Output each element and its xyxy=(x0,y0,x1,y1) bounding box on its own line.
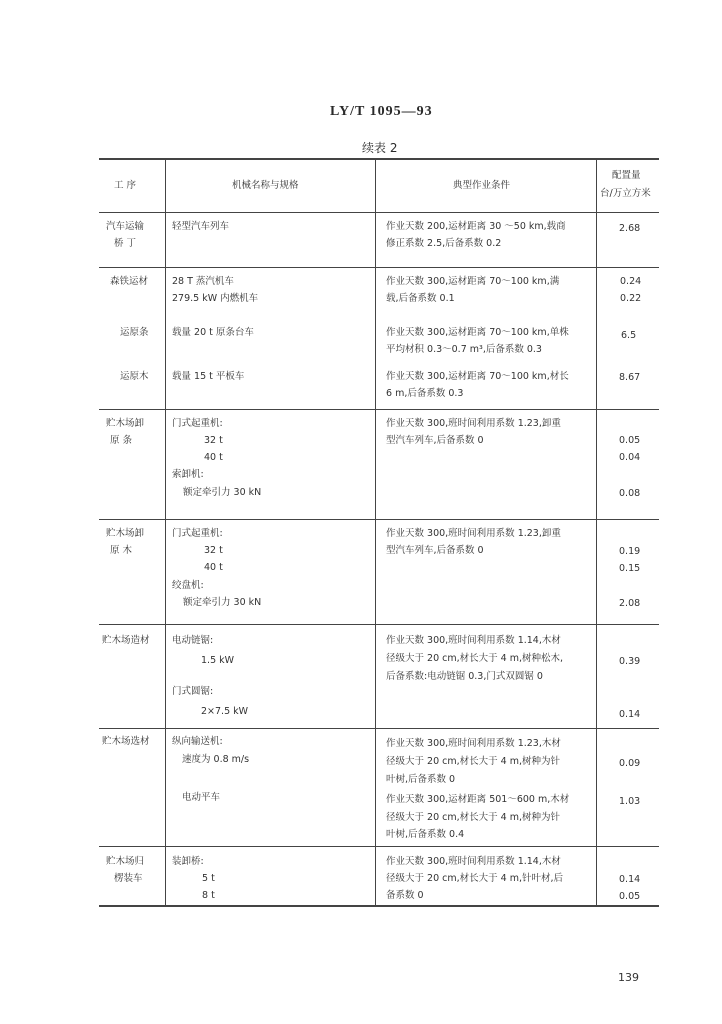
process-cell: 贮木场选材 xyxy=(102,736,150,747)
machine-cell: 纵向输送机: xyxy=(172,736,223,747)
conditions-cell: 作业天数 300,运材距离 70～100 km,满 xyxy=(386,276,560,287)
machine-cell: 8 t xyxy=(202,890,215,901)
machine-cell: 2×7.5 kW xyxy=(201,706,249,717)
machine-cell: 32 t xyxy=(204,435,223,446)
conditions-cell: 叶树,后备系数 0.4 xyxy=(386,829,465,840)
row-divider xyxy=(99,409,659,410)
machine-cell: 40 t xyxy=(204,562,223,573)
row-divider xyxy=(99,846,659,847)
ratio-value: 0.19 xyxy=(619,546,641,557)
process-cell: 贮木场造材 xyxy=(102,635,150,646)
table-bottom-rule xyxy=(99,905,659,907)
machine-cell: 装卸桥: xyxy=(172,856,204,867)
conditions-cell: 作业天数 300,运材距离 501～600 m,木材 xyxy=(386,794,570,805)
machine-cell: 载量 15 t 平板车 xyxy=(172,371,245,382)
header-bottom-rule xyxy=(99,212,659,213)
process-cell: 汽车运输 xyxy=(106,221,145,232)
machine-cell: 32 t xyxy=(204,545,223,556)
ratio-value: 0.24 xyxy=(620,276,642,287)
machine-cell: 额定牵引力 30 kN xyxy=(183,597,262,608)
conditions-cell: 作业天数 300,班时间利用系数 1.23,木材 xyxy=(386,738,561,749)
process-cell: 运原木 xyxy=(120,371,149,382)
conditions-cell: 型汽车列车,后备系数 0 xyxy=(386,545,484,556)
conditions-cell: 作业天数 300,班时间利用系数 1.23,卸重 xyxy=(386,528,561,539)
row-divider xyxy=(99,267,659,268)
ratio-value: 0.05 xyxy=(619,435,641,446)
conditions-cell: 作业天数 200,运材距离 30 ～50 km,载商 xyxy=(386,221,566,232)
ratio-value: 0.05 xyxy=(619,891,641,902)
column-header-ratio-unit: 台/万立方米 xyxy=(600,188,651,199)
conditions-cell: 叶树,后备系数 0 xyxy=(386,774,456,785)
row-divider xyxy=(99,519,659,520)
column-header-machine: 机械名称与规格 xyxy=(232,180,299,191)
standard-code: LY/T 1095—93 xyxy=(330,104,433,119)
machine-cell: 速度为 0.8 m/s xyxy=(182,754,250,765)
ratio-value: 6.5 xyxy=(621,330,637,341)
conditions-cell: 作业天数 300,运材距离 70～100 km,材长 xyxy=(386,371,569,382)
process-cell: 运原条 xyxy=(120,327,149,338)
column-header-ratio: 配置量 xyxy=(612,170,641,181)
ratio-value: 0.22 xyxy=(620,293,642,304)
machine-cell: 279.5 kW 内燃机车 xyxy=(172,293,259,304)
ratio-value: 0.09 xyxy=(619,758,641,769)
conditions-cell: 作业天数 300,班时间利用系数 1.14,木材 xyxy=(386,856,561,867)
conditions-cell: 径级大于 20 cm,材长大于 4 m,针叶材,后 xyxy=(386,873,564,884)
column-divider xyxy=(165,158,166,906)
machine-cell: 5 t xyxy=(202,873,215,884)
machine-cell: 28 T 蒸汽机车 xyxy=(172,276,234,287)
ratio-value: 1.03 xyxy=(619,796,641,807)
process-cell: 原 条 xyxy=(110,435,133,446)
ratio-value: 0.14 xyxy=(619,874,641,885)
conditions-cell: 后备系数:电动链锯 0.3,门式双圆锯 0 xyxy=(386,671,543,682)
ratio-value: 0.14 xyxy=(619,709,641,720)
ratio-value: 2.08 xyxy=(619,598,641,609)
machine-cell: 额定牵引力 30 kN xyxy=(183,487,262,498)
conditions-cell: 作业天数 300,班时间利用系数 1.23,卸重 xyxy=(386,418,561,429)
conditions-cell: 载,后备系数 0.1 xyxy=(386,293,455,304)
conditions-cell: 径级大于 20 cm,材长大于 4 m,树种为针 xyxy=(386,812,560,823)
machine-cell: 载量 20 t 原条台车 xyxy=(172,327,254,338)
conditions-cell: 修正系数 2.5,后备系数 0.2 xyxy=(386,238,502,249)
machine-cell: 电动平车 xyxy=(182,792,221,803)
row-divider xyxy=(99,624,659,625)
conditions-cell: 备系数 0 xyxy=(386,890,424,901)
ratio-value: 0.39 xyxy=(619,656,641,667)
machine-cell: 40 t xyxy=(204,452,223,463)
machine-cell: 绞盘机: xyxy=(172,580,204,591)
machine-cell: 1.5 kW xyxy=(201,655,235,666)
table-caption: 续表 2 xyxy=(362,141,398,155)
process-cell: 桥 丁 xyxy=(114,238,137,249)
ratio-value: 8.67 xyxy=(619,372,641,383)
machine-cell: 门式起重机: xyxy=(172,528,223,539)
machine-cell: 门式起重机: xyxy=(172,418,223,429)
column-divider xyxy=(596,158,597,906)
column-header-conditions: 典型作业条件 xyxy=(453,180,511,191)
conditions-cell: 型汽车列车,后备系数 0 xyxy=(386,435,484,446)
machine-cell: 轻型汽车列车 xyxy=(172,221,230,232)
process-cell: 楞装车 xyxy=(114,873,143,884)
machine-cell: 门式圆锯: xyxy=(172,686,214,697)
process-cell: 贮木场卸 xyxy=(106,418,145,429)
ratio-value: 0.04 xyxy=(619,452,641,463)
page-number: 139 xyxy=(618,971,639,984)
conditions-cell: 径级大于 20 cm,材长大于 4 m,树种松木, xyxy=(386,653,564,664)
process-cell: 贮木场归 xyxy=(106,856,145,867)
conditions-cell: 径级大于 20 cm,材长大于 4 m,树种为针 xyxy=(386,756,560,767)
conditions-cell: 作业天数 300,班时间利用系数 1.14,木材 xyxy=(386,635,561,646)
process-cell: 原 木 xyxy=(110,545,133,556)
process-cell: 森铁运材 xyxy=(110,276,149,287)
machine-cell: 电动链锯: xyxy=(172,635,214,646)
table-top-rule xyxy=(99,158,659,160)
column-header-process: 工 序 xyxy=(114,180,137,191)
process-cell: 贮木场卸 xyxy=(106,528,145,539)
machine-cell: 索卸机: xyxy=(172,469,204,480)
ratio-value: 0.08 xyxy=(619,488,641,499)
column-divider xyxy=(375,158,376,906)
conditions-cell: 作业天数 300,运材距离 70～100 km,单株 xyxy=(386,327,569,338)
conditions-cell: 6 m,后备系数 0.3 xyxy=(386,388,464,399)
ratio-value: 2.68 xyxy=(619,223,641,234)
conditions-cell: 平均材积 0.3～0.7 m³,后备系数 0.3 xyxy=(386,344,542,355)
ratio-value: 0.15 xyxy=(619,563,641,574)
row-divider xyxy=(99,728,659,729)
